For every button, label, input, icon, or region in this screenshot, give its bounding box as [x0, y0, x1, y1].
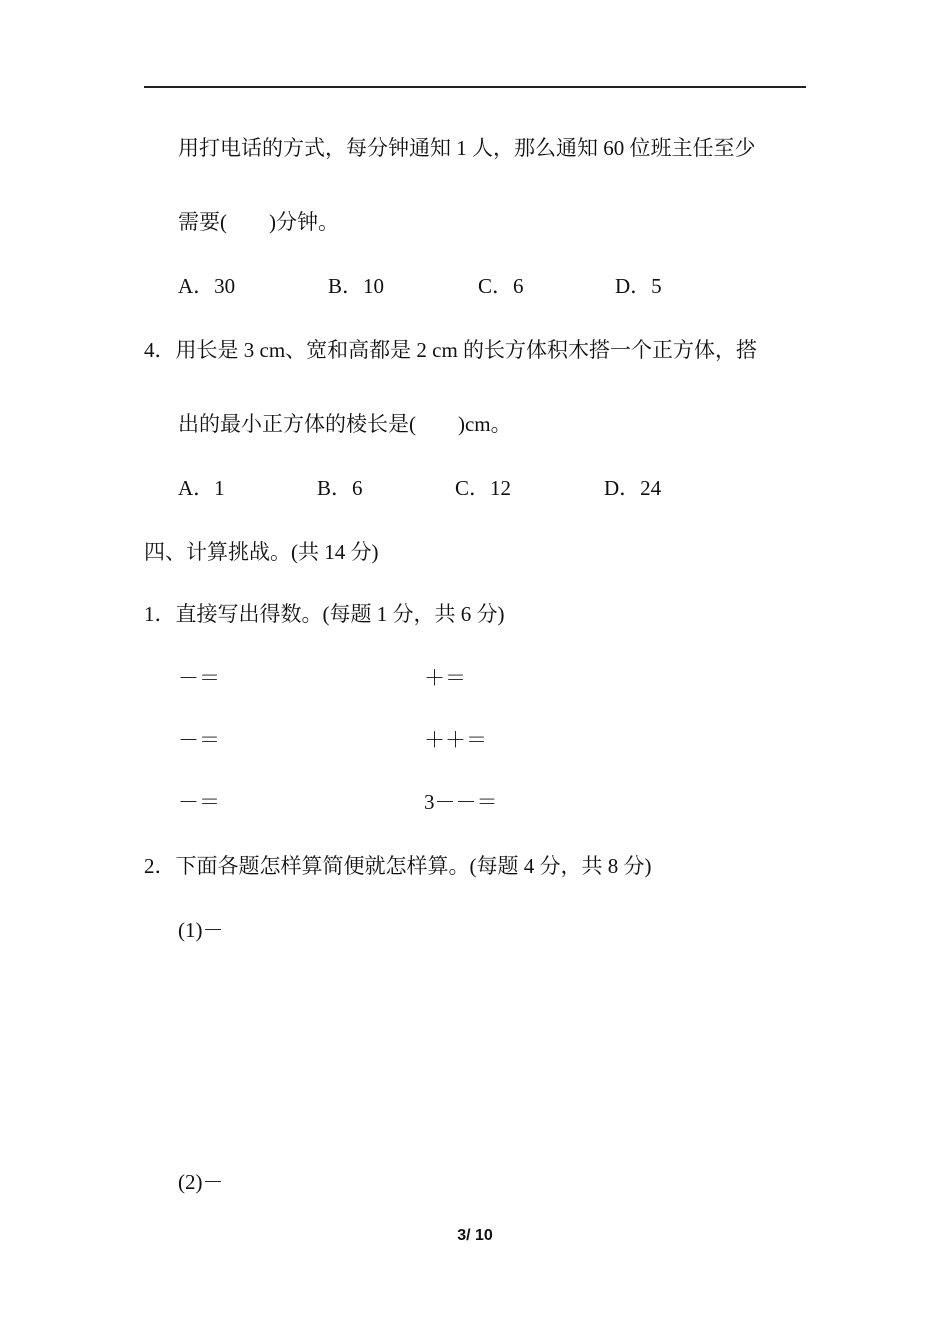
- part-1-heading: 1．直接写出得数。(每题 1 分，共 6 分): [144, 602, 505, 626]
- q3-option-b: B．10: [328, 274, 385, 298]
- q3-option-a: A．30: [178, 274, 236, 298]
- calc-item-4: ＋＋＝: [424, 728, 487, 752]
- part-2-heading: 2．下面各题怎样算简便就怎样算。(每题 4 分，共 8 分): [144, 854, 652, 878]
- calc-item-5: －＝: [178, 790, 220, 814]
- q4-option-b: B．6: [317, 476, 363, 500]
- q4-option-d: D．24: [604, 476, 662, 500]
- calc-item-1: －＝: [178, 666, 220, 690]
- q3-text-line-1: 用打电话的方式，每分钟通知 1 人，那么通知 60 位班主任至少: [178, 136, 756, 160]
- q4-option-c: C．12: [455, 476, 512, 500]
- calc-item-3: －＝: [178, 728, 220, 752]
- q3-option-c: C．6: [478, 274, 524, 298]
- section-4-title: 四、计算挑战。(共 14 分): [144, 540, 379, 564]
- q4-text-line-1: 4．用长是 3 cm、宽和高都是 2 cm 的长方体积木搭一个正方体，搭: [144, 338, 758, 362]
- simplify-item-1: (1)－: [178, 918, 224, 942]
- q3-option-d: D．5: [615, 274, 662, 298]
- q3-text-line-2: 需要( )分钟。: [178, 210, 339, 234]
- simplify-item-2: (2)－: [178, 1170, 224, 1194]
- page-number: 3/ 10: [457, 1227, 493, 1244]
- calc-item-2: ＋＝: [424, 666, 466, 690]
- q4-option-a: A．1: [178, 476, 225, 500]
- calc-item-6: 3－－＝: [424, 790, 498, 814]
- header-rule: [144, 86, 806, 88]
- q4-text-line-2: 出的最小正方体的棱长是( )cm。: [178, 412, 512, 436]
